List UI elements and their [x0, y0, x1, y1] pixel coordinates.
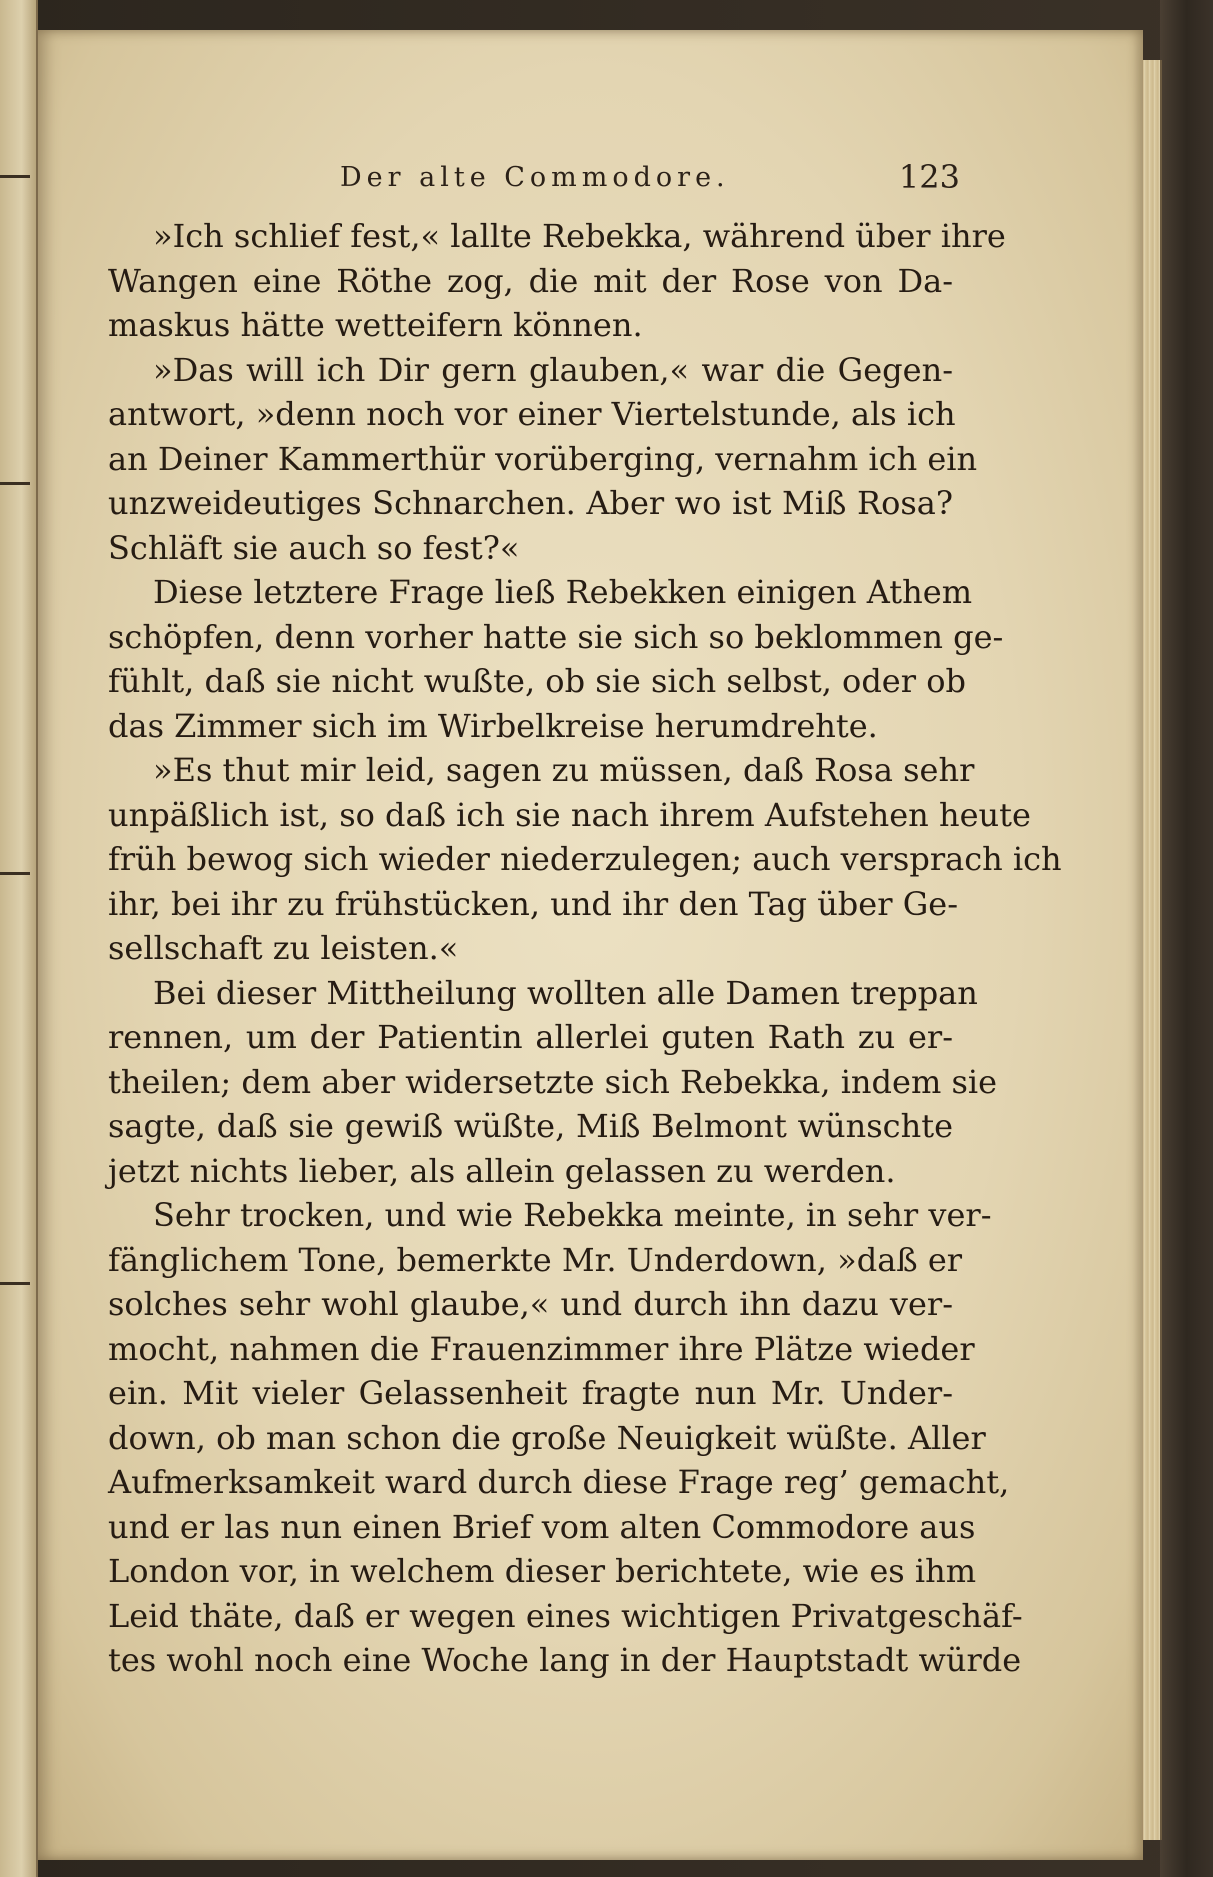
text-line: theilen; dem aber widersetzte sich Rebekka, indem sie	[108, 1062, 998, 1101]
text-line: ihr, bei ihr zu frühstücken, und ihr den Tag über Ge-	[108, 884, 958, 923]
page-header	[340, 152, 960, 202]
text-line: und er las nun einen Brief vom alten Commodore aus	[108, 1507, 976, 1546]
text-line: früh bewog sich wieder niederzulegen; auch versprach ich	[108, 840, 1062, 878]
text-line: »Es thut mir leid, sagen zu müssen, daß Rosa sehr	[153, 751, 975, 789]
text-line: antwort, »denn noch vor einer Viertelstunde, als ich	[108, 395, 956, 433]
text-line: London vor, in welchem dieser berichtete, wie es ihm	[108, 1552, 977, 1590]
text-line: fänglichem Tone, bemerkte Mr. Underdown, »daß er	[108, 1240, 963, 1279]
text-line: solches sehr wohl glaube,« und durch ihn dazu ver-	[108, 1285, 953, 1323]
text-line: rennen, um der Patientin allerlei guten Rath zu er-	[108, 1018, 953, 1056]
text-line: mocht, nahmen die Frauenzimmer ihre Plätze wieder	[108, 1329, 975, 1368]
margin-mark	[0, 482, 30, 485]
text-line: maskus hätte wetteifern können.	[108, 306, 643, 344]
text-line: fühlt, daß sie nicht wußte, ob sie sich selbst, oder ob	[108, 662, 966, 700]
text-line: Wangen eine Röthe zog, die mit der Rose von Da-	[108, 261, 953, 300]
text-line: unzweideutiges Schnarchen. Aber wo ist Miß Rosa?	[108, 484, 953, 522]
text-line: unpäßlich ist, so daß ich sie nach ihrem Aufstehen heute	[108, 795, 1031, 834]
text-line: Aufmerksamkeit ward durch diese Frage reg’ gemacht,	[108, 1463, 1010, 1501]
book-binding	[1160, 0, 1213, 1877]
text-line: Sehr trocken, und wie Rebekka meinte, in sehr ver-	[153, 1196, 992, 1234]
text-line: Schläft sie auch so fest?«	[108, 528, 520, 567]
text-line: schöpfen, denn vorher hatte sie sich so beklommen ge-	[108, 617, 1004, 656]
previous-page-edge	[0, 0, 38, 1877]
text-line: »Ich schlief fest,« lallte Rebekka, während über ihre	[153, 217, 1006, 255]
text-line: Bei dieser Mittheilung wollten alle Damen treppan	[153, 973, 978, 1012]
text-line: sagte, daß sie gewiß wüßte, Miß Belmont wünschte	[108, 1107, 953, 1145]
margin-mark	[0, 1282, 30, 1285]
margin-mark	[0, 872, 30, 875]
text-line: das Zimmer sich im Wirbelkreise herumdrehte.	[108, 706, 878, 745]
text-line: tes wohl noch eine Woche lang in der Hauptstadt würde	[108, 1641, 1022, 1679]
body-text	[108, 214, 1062, 1683]
text-line: »Das will ich Dir gern glauben,« war die Gegen-	[153, 350, 953, 389]
text-line: jetzt nichts lieber, als allein gelassen zu werden.	[108, 1151, 896, 1190]
running-title: Der alte Commodore.	[340, 162, 730, 193]
text-line: sellschaft zu leisten.«	[108, 929, 459, 967]
text-line: ein. Mit vieler Gelassenheit fragte nun Mr. Under-	[108, 1374, 953, 1412]
text-line: down, ob man schon die große Neuigkeit wüßte. Aller	[108, 1418, 986, 1457]
margin-mark	[0, 175, 30, 178]
text-line: Leid thäte, daß er wegen eines wichtigen Privatgeschäf-	[108, 1596, 1023, 1635]
text-line: an Deiner Kammerthür vorüberging, vernahm ich ein	[108, 439, 978, 478]
text-line: Diese letztere Frage ließ Rebekken einigen Athem	[153, 573, 973, 611]
page-number: 123	[898, 158, 960, 196]
